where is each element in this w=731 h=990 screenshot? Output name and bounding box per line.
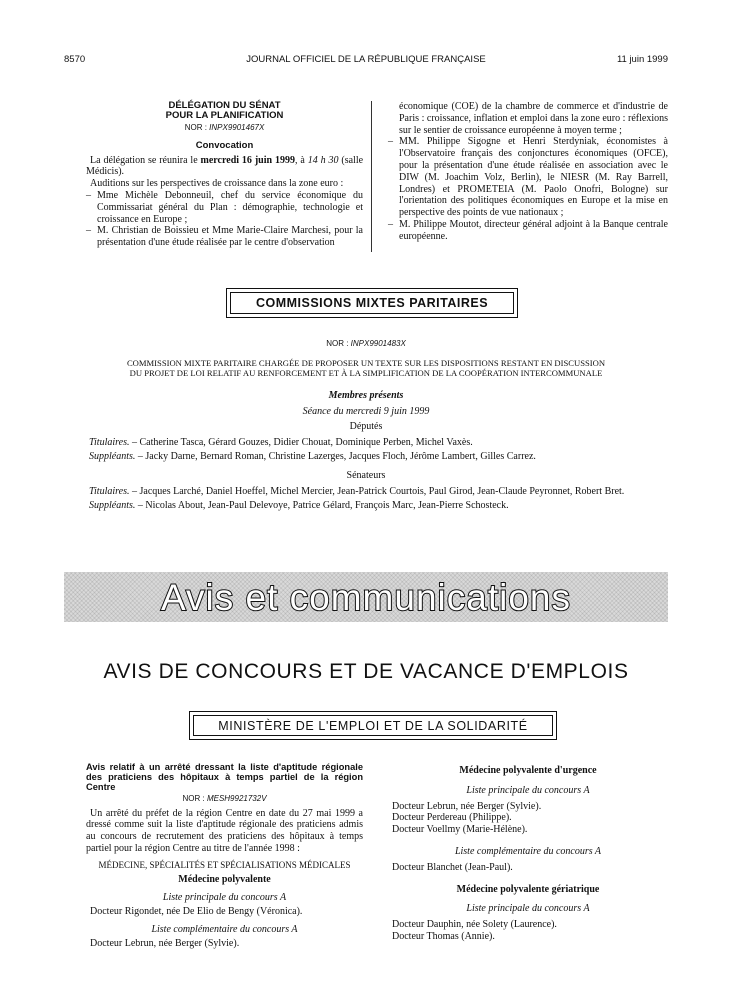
audition-item-2-continued: économique (COE) de la chambre de commerce et d'industrie de Paris : croissance, inflation et emploi dans la zone euro : réflexions sur le sentier de croissance européenne à moyen terme ; bbox=[399, 101, 668, 136]
audition-item-text: Mme Michèle Debonneuil, chef du service économique du Commissariat général du Plan : démographie, technologie et croissance en Europe ; bbox=[97, 189, 363, 225]
page-number: 8570 bbox=[64, 54, 86, 65]
avis-concours-title: AVIS DE CONCOURS ET DE VACANCE D'EMPLOIS bbox=[103, 660, 629, 683]
cmp-heading-line1: COMMISSION MIXTE PARITAIRE CHARGÉE DE PROPOSER UN TEXTE SUR LES DISPOSITIONS RESTANT EN DISCUSSION bbox=[126, 358, 606, 368]
senateurs-heading: Sénateurs bbox=[346, 470, 386, 481]
nor-code: MESH9921732V bbox=[206, 794, 267, 804]
cmp-title: COMMISSIONS MIXTES PARITAIRES bbox=[255, 296, 489, 310]
deputes-titulaires bbox=[89, 437, 668, 449]
senateurs-titulaires bbox=[89, 486, 679, 498]
liste-principale-label: Liste principale du concours A bbox=[466, 903, 590, 915]
audition-item-text: M. Philippe Moutot, directeur général adjoint à la Banque centrale européenne. bbox=[399, 218, 668, 242]
liste-principale-label: Liste principale du concours A bbox=[466, 784, 590, 796]
list-item: Docteur Lebrun, née Berger (Sylvie). bbox=[392, 800, 542, 812]
meeting-time: 14 h 30 bbox=[307, 154, 339, 166]
section-heading: MÉDECINE, SPÉCIALITÉS ET SPÉCIALISATIONS MÉDICALES bbox=[98, 859, 351, 870]
senat-para1 bbox=[86, 155, 363, 179]
mu-complementaire-list bbox=[388, 862, 668, 874]
deputes-lists bbox=[89, 437, 668, 463]
mg-principale-list bbox=[388, 919, 668, 943]
medecine-geriatrique-heading: Médecine polyvalente gériatrique bbox=[456, 883, 600, 895]
senat-title-line2: POUR LA PLANIFICATION bbox=[165, 110, 284, 122]
cmp-title-box bbox=[226, 288, 518, 318]
list-item: Docteur Perdereau (Philippe). bbox=[392, 812, 512, 824]
list-item: Docteur Dauphin, née Solety (Laurence). bbox=[392, 919, 557, 931]
bullet-dash: – bbox=[86, 225, 91, 237]
senat-para2: Auditions sur les perspectives de croissance dans la zone euro : bbox=[90, 178, 344, 190]
suppleants-label: Suppléants. bbox=[89, 450, 136, 462]
nor-code: INPX9901467X bbox=[209, 122, 265, 132]
list-item: Docteur Lebrun, née Berger (Sylvie). bbox=[90, 937, 240, 949]
journal-title: JOURNAL OFFICIEL DE LA RÉPUBLIQUE FRANÇAISE bbox=[246, 54, 486, 65]
audition-item-text: M. Christian de Boissieu et Mme Marie-Claire Marchesi, pour la présentation d'une étude réalisée par le centre d'observation bbox=[97, 225, 363, 249]
banner-title: Avis et communications bbox=[161, 577, 571, 618]
nor-label: NOR : bbox=[182, 794, 205, 804]
list-item: Docteur Blanchet (Jean-Paul). bbox=[392, 861, 513, 873]
cmp-heading bbox=[64, 358, 668, 379]
liste-principale-label: Liste principale du concours A bbox=[162, 892, 287, 904]
cmp-heading-line2: DU PROJET DE LOI RELATIF AU RENFORCEMENT ET À LA SIMPLIFICATION DE LA COOPÉRATION INTERCOMMUNALE bbox=[129, 368, 603, 379]
mu-principale-list bbox=[388, 801, 668, 836]
audition-item-4 bbox=[388, 219, 668, 243]
medecine-urgence-heading: Médecine polyvalente d'urgence bbox=[459, 765, 597, 776]
convocation-heading: Convocation bbox=[195, 140, 254, 152]
avis-communications-banner bbox=[64, 572, 668, 622]
audition-item-text: MM. Philippe Sigogne et Henri Sterdyniak, économistes à l'Observatoire français des conjonctures économiques (OFCE), pour la présentation d'une étude réalisée en association avec le DIW (M. Joachim Volz, Berlin), le NIESR (M. Ray Barrell, Londres) et PROMETEIA (M. Paolo Onofri, Bologne) sur l'orientation des politiques économiques en Europe et la mise en perspective des points de vue nationaux ; bbox=[399, 136, 668, 219]
membres-presents: Membres présents bbox=[328, 390, 404, 401]
list-item: Docteur Voellmy (Marie-Hélène). bbox=[392, 824, 528, 836]
titulaires-label: Titulaires. bbox=[89, 486, 130, 497]
names: – Jacques Larché, Daniel Hoeffel, Michel Mercier, Jean-Patrick Courtois, Paul Girod, Jean-Claude Peyronnet, Robert Bret. bbox=[129, 486, 625, 497]
issue-date: 11 juin 1999 bbox=[616, 54, 668, 65]
liste-complementaire-label: Liste complémentaire du concours A bbox=[454, 845, 602, 857]
senateurs-lists bbox=[89, 486, 679, 512]
liste-complementaire-label: Liste complémentaire du concours A bbox=[151, 923, 298, 935]
meeting-date: mercredi 16 juin 1999 bbox=[200, 154, 295, 166]
suppleants-label: Suppléants. bbox=[89, 499, 136, 511]
mp-complementaire-list bbox=[86, 938, 363, 950]
names: – Jacky Darne, Bernard Roman, Christine Lazerges, Jacques Floch, Jérôme Lambert, Gilles Carrez. bbox=[135, 450, 536, 462]
arrete-nor bbox=[86, 794, 363, 803]
arrete-title: Avis relatif à un arrêté dressant la liste d'aptitude régionale des praticiens des hôpitaux à temps partiel de la région Centre bbox=[86, 762, 363, 793]
page-header bbox=[64, 54, 668, 68]
arrete-right-column bbox=[388, 765, 668, 943]
senat-right-column bbox=[388, 101, 668, 243]
bullet-dash: – bbox=[388, 218, 393, 230]
nor-label: NOR : bbox=[184, 122, 207, 132]
para1-e: (salle Médicis). bbox=[86, 154, 364, 178]
column-divider bbox=[371, 101, 372, 252]
list-item: Docteur Thomas (Annie). bbox=[392, 930, 495, 942]
medecine-polyvalente-heading: Médecine polyvalente bbox=[178, 874, 271, 886]
list-item: Docteur Rigondet, née De Elio de Bengy (Véronica). bbox=[90, 905, 303, 917]
seance-date: Séance du mercredi 9 juin 1999 bbox=[302, 406, 430, 417]
senat-title bbox=[86, 101, 363, 122]
nor-label: NOR : bbox=[326, 339, 349, 348]
ministere-title-box bbox=[189, 711, 557, 740]
nor-code: INPX9901483X bbox=[350, 339, 406, 348]
mp-principale-list bbox=[86, 906, 363, 918]
bullet-dash: – bbox=[86, 189, 91, 201]
bullet-dash: – bbox=[388, 136, 393, 148]
para1-c: , à bbox=[294, 154, 308, 166]
names: – Catherine Tasca, Gérard Gouzes, Didier Chouat, Dominique Perben, Michel Vaxès. bbox=[129, 437, 473, 448]
ministere-title: MINISTÈRE DE L'EMPLOI ET DE LA SOLIDARITÉ bbox=[218, 719, 528, 733]
titulaires-label: Titulaires. bbox=[89, 437, 130, 448]
audition-item-1 bbox=[86, 190, 363, 225]
senat-title-line1: DÉLÉGATION DU SÉNAT bbox=[168, 100, 281, 111]
senat-nor bbox=[86, 123, 363, 132]
cmp-nor bbox=[64, 339, 668, 348]
deputes-suppleants bbox=[89, 451, 668, 463]
arrete-paragraph: Un arrêté du préfet de la région Centre en date du 27 mai 1999 a dressé comme suit la liste d'aptitude régionale des praticiens admis au concours de recrutement des praticiens des hôpitaux à temps partiel pour la région Centre au titre de l'année 1998 : bbox=[86, 807, 363, 854]
arrete-left-column bbox=[86, 762, 363, 949]
names: – Nicolas About, Jean-Paul Delevoye, Patrice Gélard, François Marc, Jean-Pierre Schosteck. bbox=[135, 499, 509, 511]
deputes-heading: Députés bbox=[349, 421, 383, 432]
audition-item-3 bbox=[388, 136, 668, 219]
senateurs-suppleants bbox=[89, 500, 679, 512]
senat-left-column bbox=[86, 101, 363, 249]
para1-a: La délégation se réunira le bbox=[90, 154, 201, 166]
audition-item-2 bbox=[86, 225, 363, 249]
